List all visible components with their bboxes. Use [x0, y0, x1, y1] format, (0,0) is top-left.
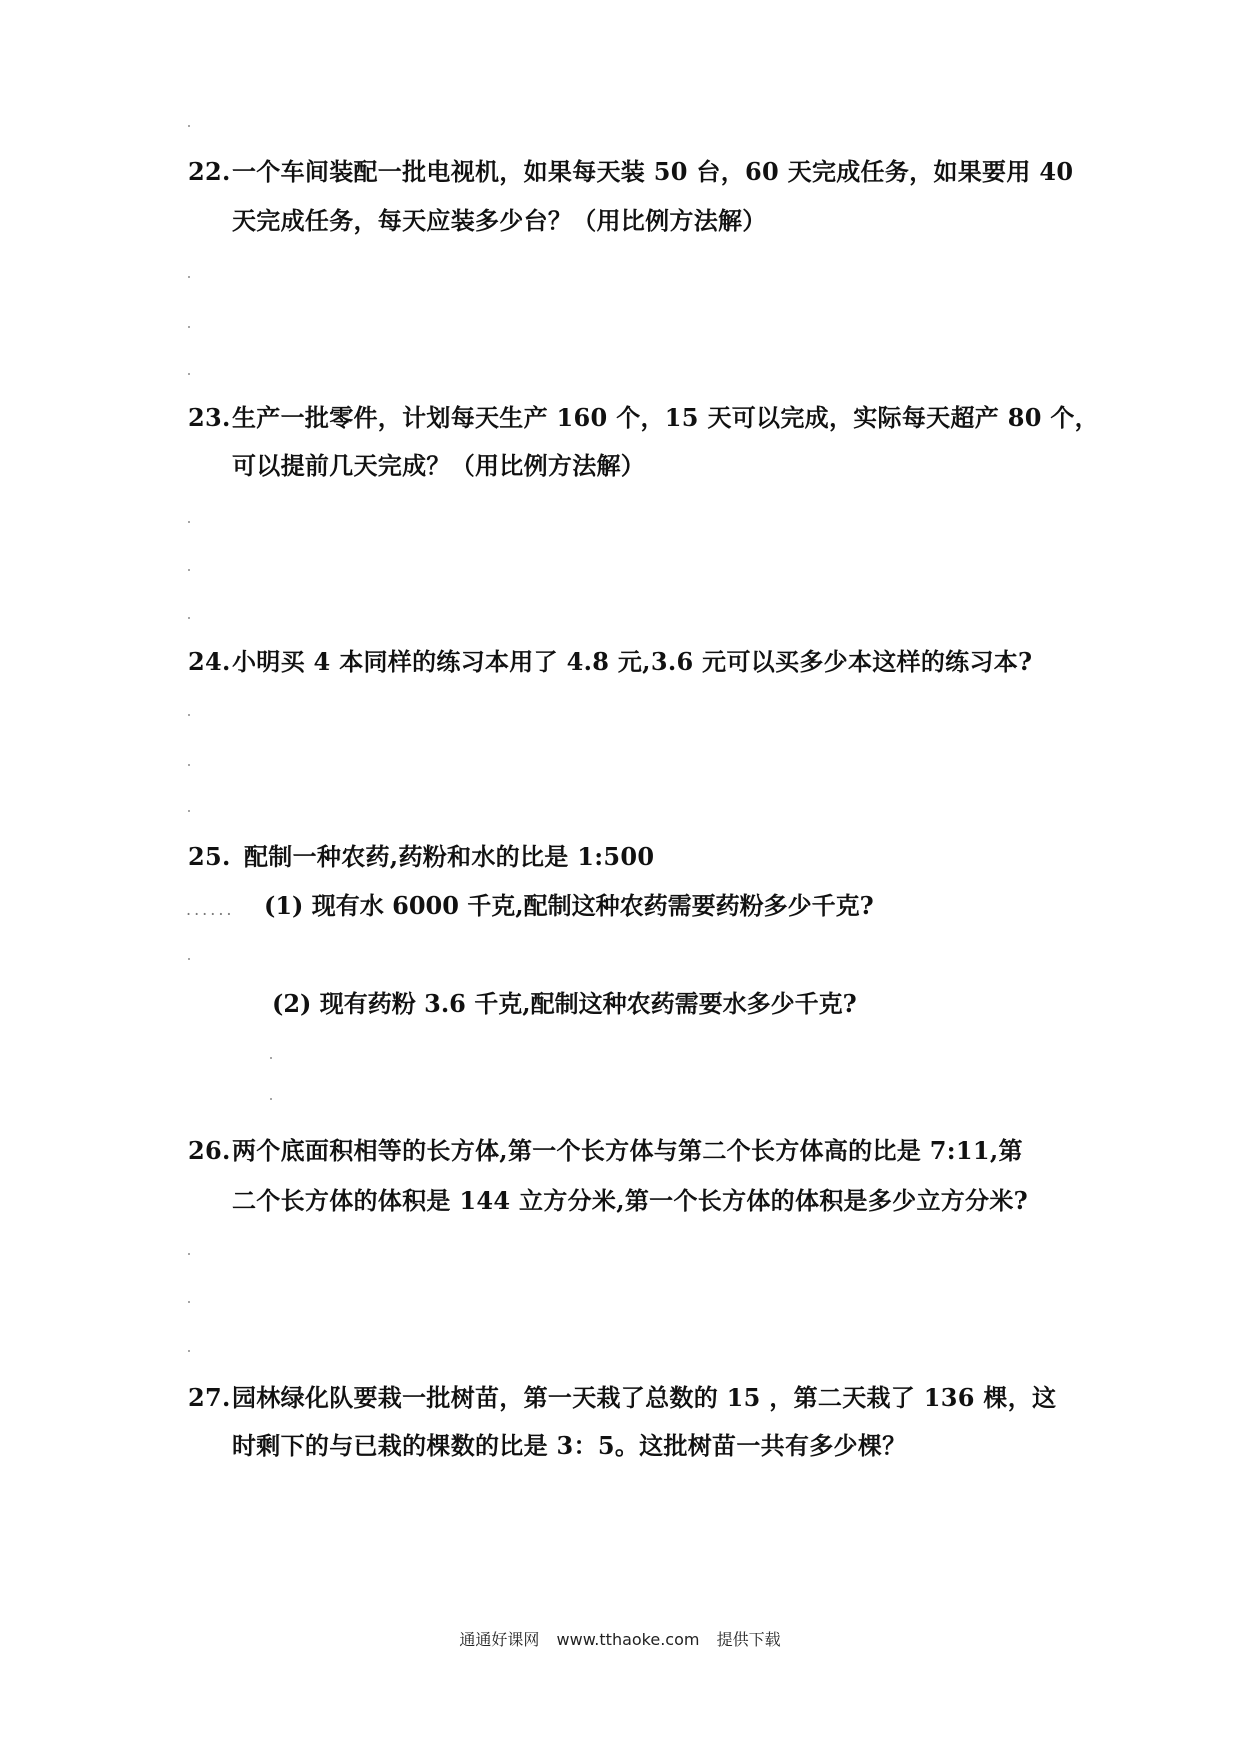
scan-speck	[188, 1301, 190, 1303]
scan-speck	[188, 373, 190, 375]
question-26-line-1	[188, 1135, 1023, 1167]
question-number: 24.	[188, 647, 231, 676]
question-26-line-2: 二个长方体的体积是 144 立方分米,第一个长方体的体积是多少立方分米?	[232, 1186, 1029, 1215]
question-number: 27.	[188, 1383, 231, 1412]
leader-dots: ......	[186, 900, 235, 919]
scan-speck	[188, 1253, 190, 1255]
scan-speck	[188, 125, 190, 127]
scan-speck	[188, 714, 190, 716]
question-24-line-1	[188, 646, 1032, 678]
question-25-sub-2: (2) 现有药粉 3.6 千克,配制这种农药需要水多少千克?	[272, 989, 857, 1018]
question-text: 配制一种农药,药粉和水的比是 1:500	[244, 842, 655, 871]
question-23-line-2: 可以提前几天完成？（用比例方法解）	[232, 451, 646, 480]
question-22-line-1	[188, 156, 1073, 188]
question-22-line-2: 天完成任务，每天应装多少台？（用比例方法解）	[232, 206, 767, 235]
question-text: 小明买 4 本同样的练习本用了 4.8 元,3.6 元可以买多少本这样的练习本?	[232, 647, 1033, 676]
question-27-line-2: 时剩下的与已栽的棵数的比是 3：5。这批树苗一共有多少棵？	[232, 1431, 907, 1460]
scan-speck	[188, 326, 190, 328]
scan-speck	[188, 521, 190, 523]
question-number: 26.	[188, 1136, 231, 1165]
scan-speck	[188, 1350, 190, 1352]
scan-speck	[188, 958, 190, 960]
question-text: 生产一批零件，计划每天生产 160 个，15 天可以完成，实际每天超产 80 个，	[232, 403, 1099, 432]
question-number: 22.	[188, 157, 231, 186]
scan-speck	[270, 1057, 272, 1059]
question-number: 25.	[188, 842, 231, 871]
footer-url[interactable]: www.tthaoke.com	[556, 1630, 700, 1649]
scan-speck	[270, 1098, 272, 1100]
scan-speck	[188, 810, 190, 812]
scan-speck	[188, 569, 190, 571]
question-25-line-1	[188, 841, 654, 873]
scan-speck	[188, 617, 190, 619]
scan-speck	[188, 276, 190, 278]
question-25-sub-1: (1) 现有水 6000 千克,配制这种农药需要药粉多少千克?	[264, 891, 874, 920]
question-text: 两个底面积相等的长方体,第一个长方体与第二个长方体高的比是 7:11,第	[232, 1136, 1023, 1165]
question-number: 23.	[188, 403, 231, 432]
question-23-line-1	[188, 402, 1099, 434]
footer-site-name: 通通好课网	[459, 1630, 540, 1649]
page-footer	[0, 1627, 1240, 1650]
question-27-line-1	[188, 1382, 1056, 1414]
question-text: 园林绿化队要栽一批树苗，第一天栽了总数的 15 ，第二天栽了 136 棵，这	[232, 1383, 1057, 1412]
scan-speck	[188, 764, 190, 766]
footer-note: 提供下载	[716, 1630, 781, 1649]
question-text: 一个车间装配一批电视机，如果每天装 50 台，60 天完成任务，如果要用 40	[232, 157, 1074, 186]
